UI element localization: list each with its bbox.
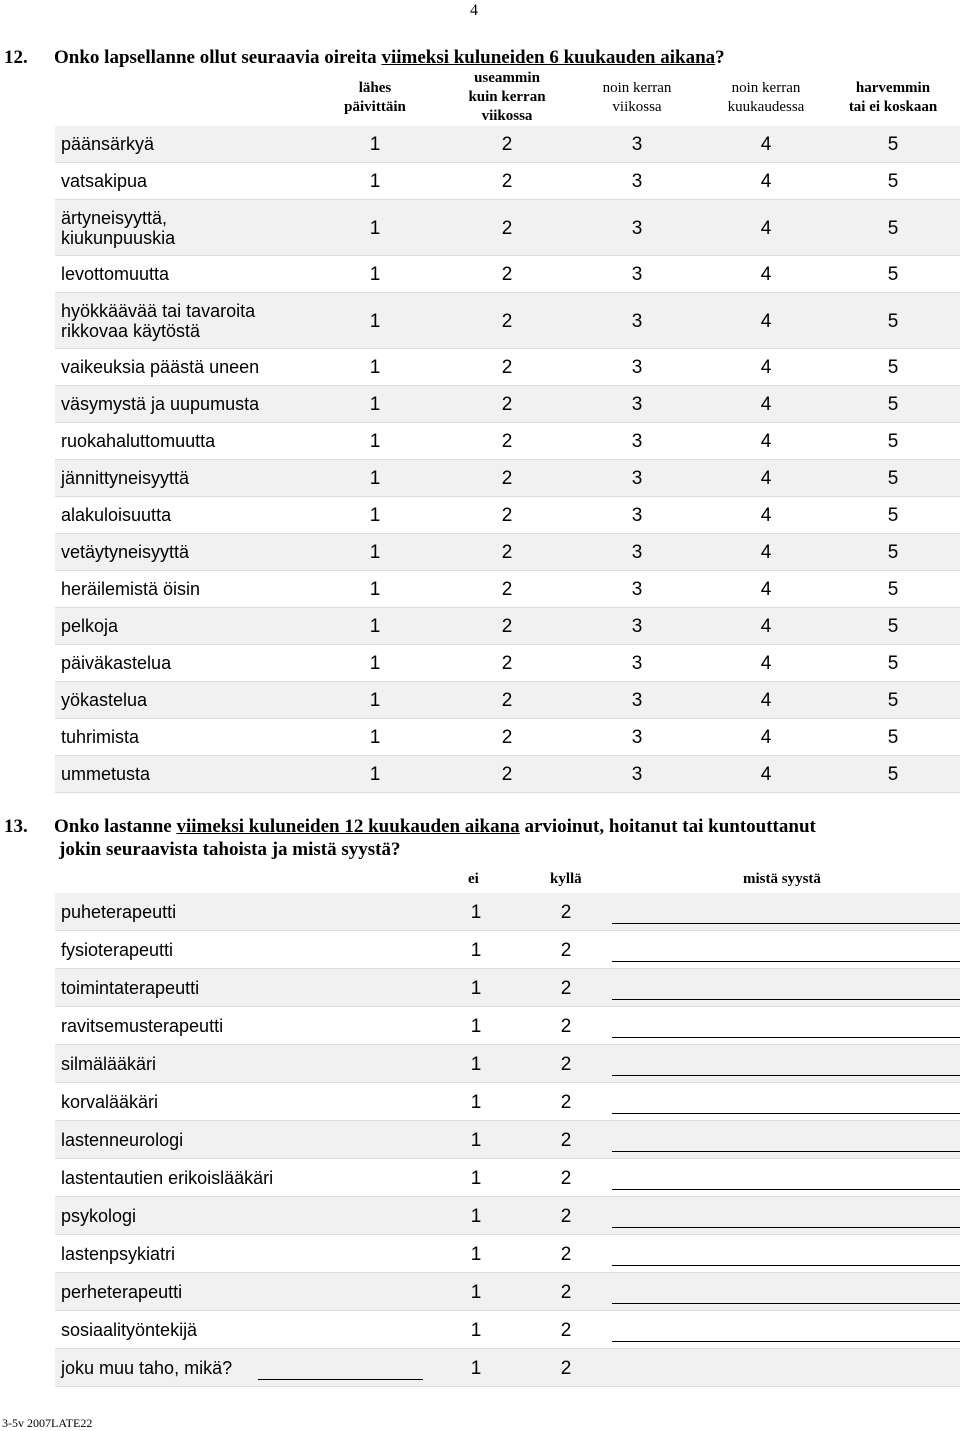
column-header-3	[572, 79, 702, 117]
question-13-table	[55, 893, 960, 1387]
question-12-number: 12.	[4, 47, 28, 68]
option-3[interactable]: 3	[631, 690, 643, 712]
option-2[interactable]: 2	[560, 939, 572, 961]
column-header-line: viikossa	[612, 99, 662, 115]
option-3[interactable]: 3	[631, 579, 643, 601]
provider-row	[55, 1045, 960, 1083]
provider-row	[55, 893, 960, 931]
option-1[interactable]: 1	[369, 264, 381, 286]
symptom-label	[61, 616, 118, 636]
provider-label: fysioterapeutti	[61, 939, 174, 960]
question-13-number: 13.	[4, 816, 28, 837]
option-3[interactable]: 3	[631, 653, 643, 675]
option-1[interactable]: 1	[369, 171, 381, 193]
option-5[interactable]: 5	[887, 579, 899, 601]
reason-answer-line[interactable]	[612, 1265, 960, 1266]
symptom-label-line: heräilemistä öisin	[61, 579, 201, 599]
option-2[interactable]: 2	[560, 1357, 572, 1379]
option-4[interactable]: 4	[760, 653, 772, 675]
provider-label: lastenneurologi	[61, 1129, 184, 1150]
option-1[interactable]: 1	[470, 939, 482, 961]
column-header-line: useammin	[474, 70, 540, 86]
option-1[interactable]: 1	[470, 1205, 482, 1227]
option-1[interactable]: 1	[470, 1091, 482, 1113]
option-3[interactable]: 3	[631, 217, 643, 239]
option-2[interactable]: 2	[501, 217, 513, 239]
provider-label: lastenpsykiatri	[61, 1243, 176, 1264]
option-3[interactable]: 3	[631, 394, 643, 416]
symptom-label	[61, 505, 171, 525]
symptom-row	[55, 349, 960, 386]
symptom-row	[55, 682, 960, 719]
option-2[interactable]: 2	[501, 505, 513, 527]
option-2[interactable]: 2	[501, 542, 513, 564]
option-5[interactable]: 5	[887, 764, 899, 786]
reason-answer-line[interactable]	[612, 923, 960, 924]
provider-label: lastentautien erikoislääkäri	[61, 1167, 274, 1188]
option-5[interactable]: 5	[887, 264, 899, 286]
symptom-label-line: alakuloisuutta	[61, 505, 172, 525]
option-4[interactable]: 4	[760, 357, 772, 379]
question-12-text: Onko lapsellanne ollut seuraavia oireita	[54, 47, 382, 68]
symptom-row	[55, 719, 960, 756]
option-1[interactable]: 1	[369, 616, 381, 638]
provider-label: puheterapeutti	[61, 901, 177, 922]
option-3[interactable]: 3	[631, 616, 643, 638]
option-5[interactable]: 5	[887, 690, 899, 712]
provider-row	[55, 969, 960, 1007]
option-5[interactable]: 5	[887, 357, 899, 379]
symptom-row	[55, 571, 960, 608]
symptom-row	[55, 608, 960, 645]
option-1[interactable]: 1	[369, 134, 381, 156]
provider-row	[55, 1349, 960, 1387]
option-2[interactable]: 2	[560, 1243, 572, 1265]
option-4[interactable]: 4	[760, 431, 772, 453]
option-1[interactable]: 1	[470, 901, 482, 923]
question-12-title	[4, 46, 725, 69]
option-3[interactable]: 3	[631, 542, 643, 564]
reason-answer-line[interactable]	[612, 1189, 960, 1190]
option-4[interactable]: 4	[760, 394, 772, 416]
symptom-label-line: pelkoja	[61, 616, 119, 636]
symptom-label	[61, 301, 255, 341]
column-header-4	[701, 79, 831, 117]
reason-answer-line[interactable]	[612, 1303, 960, 1304]
option-1[interactable]: 1	[470, 977, 482, 999]
question-12-emphasis: viimeksi kuluneiden 6 kuukauden aikana	[381, 47, 716, 68]
option-5[interactable]: 5	[887, 653, 899, 675]
symptom-label	[61, 431, 215, 451]
option-4[interactable]: 4	[760, 542, 772, 564]
symptom-label-line: levottomuutta	[61, 264, 170, 284]
symptom-label-line: jännittyneisyyttä	[61, 468, 190, 488]
option-1[interactable]: 1	[470, 1167, 482, 1189]
option-4[interactable]: 4	[760, 134, 772, 156]
option-1[interactable]: 1	[369, 357, 381, 379]
option-3[interactable]: 3	[631, 264, 643, 286]
option-3[interactable]: 3	[631, 505, 643, 527]
symptom-label-line: kiukunpuuskia	[61, 227, 176, 248]
option-2[interactable]: 2	[560, 1205, 572, 1227]
option-1[interactable]: 1	[369, 653, 381, 675]
column-header-reason: mistä syystä	[743, 871, 821, 887]
option-1[interactable]: 1	[369, 542, 381, 564]
option-5[interactable]: 5	[887, 542, 899, 564]
symptom-label-line: tuhrimista	[61, 727, 140, 747]
reason-answer-line[interactable]	[612, 1227, 960, 1228]
option-1[interactable]: 1	[470, 1357, 482, 1379]
symptom-row	[55, 534, 960, 571]
option-5[interactable]: 5	[887, 468, 899, 490]
option-2[interactable]: 2	[501, 653, 513, 675]
column-header-ei: ei	[468, 871, 479, 887]
question-13-title	[4, 815, 816, 861]
option-3[interactable]: 3	[631, 468, 643, 490]
symptom-label	[61, 208, 175, 248]
symptom-label	[61, 134, 154, 154]
provider-row	[55, 1083, 960, 1121]
provider-row	[55, 1007, 960, 1045]
symptom-row	[55, 645, 960, 682]
question-13-text-line2: jokin seuraavista tahoista ja mistä syystä?	[59, 839, 401, 860]
symptom-row	[55, 256, 960, 293]
option-1[interactable]: 1	[470, 1053, 482, 1075]
option-2[interactable]: 2	[501, 171, 513, 193]
option-2[interactable]: 2	[501, 264, 513, 286]
symptom-label-line: päiväkastelua	[61, 653, 172, 673]
option-5[interactable]: 5	[887, 310, 899, 332]
provider-label: joku muu taho, mikä?	[61, 1357, 233, 1378]
symptom-label-line: rikkovaa käytöstä	[61, 320, 201, 341]
provider-label: toimintaterapeutti	[61, 977, 200, 998]
symptom-label-line: vatsakipua	[61, 171, 148, 191]
question-13-emphasis: viimeksi kuluneiden 12 kuukauden aikana	[176, 816, 520, 837]
column-header-line: noin kerran	[731, 80, 801, 96]
option-2[interactable]: 2	[501, 616, 513, 638]
symptom-label	[61, 727, 139, 747]
option-1[interactable]: 1	[369, 690, 381, 712]
option-2[interactable]: 2	[501, 431, 513, 453]
column-header-line: viikossa	[481, 108, 533, 124]
symptom-label	[61, 764, 150, 784]
option-1[interactable]: 1	[470, 1129, 482, 1151]
symptom-label	[61, 690, 147, 710]
symptom-label-line: ruokahaluttomuutta	[61, 431, 216, 451]
reason-answer-line[interactable]	[612, 1075, 960, 1076]
option-3[interactable]: 3	[631, 431, 643, 453]
question-12-table	[55, 126, 960, 793]
option-1[interactable]: 1	[369, 579, 381, 601]
option-1[interactable]: 1	[369, 727, 381, 749]
option-4[interactable]: 4	[760, 616, 772, 638]
option-3[interactable]: 3	[631, 727, 643, 749]
option-2[interactable]: 2	[501, 579, 513, 601]
option-4[interactable]: 4	[760, 690, 772, 712]
reason-answer-line[interactable]	[612, 1037, 960, 1038]
option-3[interactable]: 3	[631, 310, 643, 332]
option-2[interactable]: 2	[560, 1129, 572, 1151]
provider-label: sosiaalityöntekijä	[61, 1319, 198, 1340]
option-1[interactable]: 1	[470, 1015, 482, 1037]
column-header-line: kuin kerran	[468, 89, 546, 105]
reason-answer-line[interactable]	[612, 961, 960, 962]
symptom-label-line: vaikeuksia päästä uneen	[61, 357, 260, 377]
reason-answer-line[interactable]	[612, 1113, 960, 1114]
option-2[interactable]: 2	[501, 310, 513, 332]
symptom-label-line: yökastelua	[61, 690, 148, 710]
symptom-label-line: väsymystä ja uupumusta	[61, 394, 260, 414]
provider-row	[55, 1197, 960, 1235]
column-header-line: tai ei koskaan	[848, 99, 938, 115]
symptom-row	[55, 126, 960, 163]
provider-label: psykologi	[61, 1205, 137, 1226]
symptom-label-line: päänsärkyä	[61, 134, 155, 154]
symptom-row	[55, 756, 960, 793]
symptom-label	[61, 653, 171, 673]
symptom-label	[61, 579, 200, 599]
option-4[interactable]: 4	[760, 264, 772, 286]
option-2[interactable]: 2	[560, 1015, 572, 1037]
column-header-line: lähes	[358, 80, 392, 96]
option-2[interactable]: 2	[501, 134, 513, 156]
option-5[interactable]: 5	[887, 171, 899, 193]
option-2[interactable]: 2	[501, 357, 513, 379]
symptom-label	[61, 468, 189, 488]
reason-answer-line[interactable]	[612, 1341, 960, 1342]
symptom-row	[55, 200, 960, 256]
symptom-row	[55, 497, 960, 534]
provider-row	[55, 1159, 960, 1197]
option-2[interactable]: 2	[501, 727, 513, 749]
reason-answer-line[interactable]	[612, 1151, 960, 1152]
question-12-end: ?	[715, 47, 725, 68]
option-1[interactable]: 1	[369, 505, 381, 527]
option-2[interactable]: 2	[560, 1281, 572, 1303]
other-provider-answer-line[interactable]	[258, 1379, 423, 1380]
column-header-line: kuukaudessa	[727, 99, 805, 115]
option-2[interactable]: 2	[501, 394, 513, 416]
option-2[interactable]: 2	[560, 1053, 572, 1075]
reason-answer-line[interactable]	[612, 999, 960, 1000]
option-2[interactable]: 2	[560, 977, 572, 999]
symptom-label-line: hyökkäävää tai tavaroita	[61, 300, 256, 321]
provider-label: korvalääkäri	[61, 1091, 159, 1112]
symptom-label	[61, 357, 259, 377]
provider-label: ravitsemusterapeutti	[61, 1015, 224, 1036]
page-number: 4	[470, 2, 478, 19]
option-4[interactable]: 4	[760, 171, 772, 193]
option-2[interactable]: 2	[560, 901, 572, 923]
column-header-1	[310, 79, 440, 117]
option-2[interactable]: 2	[560, 1167, 572, 1189]
option-2[interactable]: 2	[501, 468, 513, 490]
column-header-5	[828, 79, 958, 117]
option-1[interactable]: 1	[470, 1319, 482, 1341]
provider-row	[55, 1311, 960, 1349]
option-4[interactable]: 4	[760, 217, 772, 239]
option-1[interactable]: 1	[369, 431, 381, 453]
provider-label: silmälääkäri	[61, 1053, 157, 1074]
option-5[interactable]: 5	[887, 616, 899, 638]
provider-row	[55, 1273, 960, 1311]
symptom-row	[55, 386, 960, 423]
symptom-label	[61, 394, 259, 414]
symptom-row	[55, 423, 960, 460]
question-13-text: Onko lastanne	[54, 816, 177, 837]
column-header-line: päivittäin	[344, 99, 406, 115]
option-1[interactable]: 1	[369, 468, 381, 490]
option-4[interactable]: 4	[760, 505, 772, 527]
symptom-label	[61, 264, 169, 284]
option-2[interactable]: 2	[560, 1319, 572, 1341]
symptom-label-line: ärtyneisyyttä,	[61, 207, 168, 228]
provider-row	[55, 931, 960, 969]
option-4[interactable]: 4	[760, 310, 772, 332]
option-4[interactable]: 4	[760, 468, 772, 490]
column-header-line: harvemmin	[855, 80, 931, 96]
option-1[interactable]: 1	[369, 764, 381, 786]
option-5[interactable]: 5	[887, 505, 899, 527]
option-2[interactable]: 2	[560, 1091, 572, 1113]
option-5[interactable]: 5	[887, 394, 899, 416]
column-header-line: noin kerran	[602, 80, 672, 96]
option-5[interactable]: 5	[887, 217, 899, 239]
option-5[interactable]: 5	[887, 134, 899, 156]
column-header-kylla: kyllä	[550, 871, 582, 887]
option-4[interactable]: 4	[760, 579, 772, 601]
option-1[interactable]: 1	[470, 1243, 482, 1265]
provider-row	[55, 1235, 960, 1273]
column-header-2	[442, 69, 572, 126]
symptom-row	[55, 163, 960, 200]
question-13-text-cont: arvioinut, hoitanut tai kuntouttanut	[519, 816, 816, 837]
option-3[interactable]: 3	[631, 357, 643, 379]
option-3[interactable]: 3	[631, 764, 643, 786]
symptom-label	[61, 171, 147, 191]
symptom-label-line: vetäytyneisyyttä	[61, 542, 190, 562]
option-4[interactable]: 4	[760, 727, 772, 749]
symptom-row	[55, 460, 960, 497]
option-1[interactable]: 1	[369, 310, 381, 332]
option-1[interactable]: 1	[369, 217, 381, 239]
symptom-label	[61, 542, 189, 562]
option-1[interactable]: 1	[369, 394, 381, 416]
provider-label: perheterapeutti	[61, 1281, 183, 1302]
option-3[interactable]: 3	[631, 134, 643, 156]
option-3[interactable]: 3	[631, 171, 643, 193]
option-4[interactable]: 4	[760, 764, 772, 786]
option-5[interactable]: 5	[887, 727, 899, 749]
provider-row	[55, 1121, 960, 1159]
symptom-row	[55, 293, 960, 349]
symptom-label-line: ummetusta	[61, 764, 151, 784]
option-5[interactable]: 5	[887, 431, 899, 453]
option-1[interactable]: 1	[470, 1281, 482, 1303]
option-2[interactable]: 2	[501, 764, 513, 786]
option-2[interactable]: 2	[501, 690, 513, 712]
footer-code: 3-5v 2007LATE22	[2, 1416, 93, 1430]
